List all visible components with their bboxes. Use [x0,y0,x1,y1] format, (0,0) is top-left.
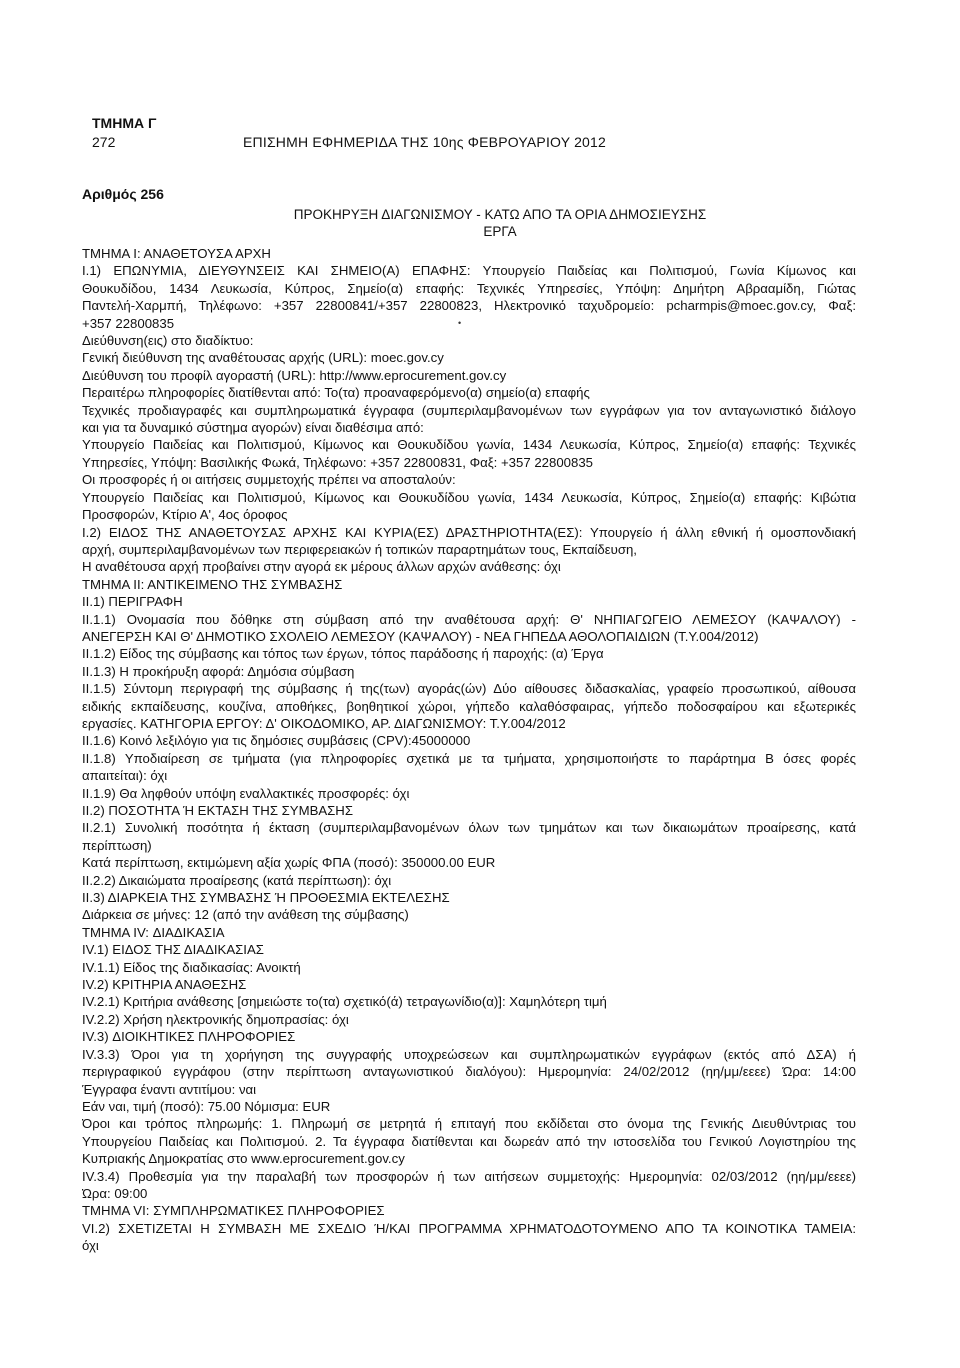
text-line: IV.3.3) Όροι για τη χορήγηση της συγγραφής υποχρεώσεων και συμπληρωματικών εγγράφων (εκτός από ΔΣΑ) ή [82,1046,856,1062]
text-line: IV.3) ΔΙΟΙΚΗΤΙΚΕΣ ΠΛΗΡΟΦΟΡΙΕΣ [82,1029,296,1045]
text-line: ΙΙ.1.5) Σύντομη περιγραφή της σύμβασης ή της(των) αγοράς(ών) Δύο αίθουσες διδασκαλίας, γραφείο προσωπικού, αίθουσα [82,681,856,697]
text-line: Υπουργείου Παιδείας και Πολιτισμού. 2. Τα έγγραφα διατίθενται και δωρεάν από την ιστοσελίδα του Γενικού Λογιστηρίου της [82,1133,856,1149]
document-title-line1: ΠΡΟΚΗΡΥΞΗ ΔΙΑΓΩΝΙΣΜΟΥ - ΚΑΤΩ ΑΠΟ ΤΑ ΟΡΙΑ ΔΗΜΟΣΙΕΥΣΗΣ [293,207,707,222]
text-line: IV.2) ΚΡΙΤΗΡΙΑ ΑΝΑΘΕΣΗΣ [82,977,247,993]
text-line: ΤΜΗΜΑ IV: ΔΙΑΔΙΚΑΣΙΑ [82,924,225,940]
page-number: 272 [92,134,116,150]
text-line: ΙΙ.1.6) Κοινό λεξιλόγιο για τις δημόσιες συμβάσεις (CPV):45000000 [82,733,471,749]
text-line: ΙΙ.1.1) Ονομασία που δόθηκε στη σύμβαση από την αναθέτουσα αρχή: Θ' ΝΗΠΙΑΓΩΓΕΙΟ ΛΕΜΕΣΟΥ (ΚΑΨΑΛΟΥ) - [82,611,856,627]
text-line: Παντελή-Χαρμπή, Τηλέφωνο: +357 22800841/+357 22800823, Ηλεκτρονικό ταχυδρομείο: pcharmpis@moec.gov.cy, Φαξ: [82,298,856,314]
text-line: Ι.2) ΕΙΔΟΣ ΤΗΣ ΑΝΑΘΕΤΟΥΣΑΣ ΑΡΧΗΣ ΚΑΙ ΚΥΡΙΑ(ΕΣ) ΔΡΑΣΤΗΡΙΟΤΗΤΑ(ΕΣ): Υπουργείο ή άλλη εθνική ή ομοσπονδιακή [82,524,856,540]
text-line: Διεύθυνση(εις) στο διαδίκτυο: [82,333,254,349]
text-line: και για τα δυναμικό σύστημα αγορών) είναι διαθέσιμα από: [82,420,424,436]
text-line: Τεχνικές προδιαγραφές και συμπληρωματικά έγγραφα (συμπεριλαμβανομένων των εγγράφων για τον ανταγωνιστικό διάλογο [82,402,856,418]
text-line: ΙΙ.2.1) Συνολική ποσότητα ή έκταση (συμπεριλαμβανομένων όλων των τμημάτων και των δικαιωμάτων προαίρεσης, κατά [82,820,856,836]
text-line: Διεύθυνση του προφίλ αγοραστή (URL): http://www.eprocurement.gov.cy [82,367,507,383]
text-line: ΤΜΗΜΑ ΙΙ: ΑΝΤΙΚΕΙΜΕΝΟ ΤΗΣ ΣΥΜΒΑΣΗΣ [82,576,343,592]
section-tag: ΤΜΗΜΑ Γ [92,115,157,131]
text-line: ΙΙ.1.8) Υποδιαίρεση σε τμήματα (για πληροφορίες σχετικά με τα τμήματα, χρησιμοποιήστε το παράρτημα Β όσες φορές [82,750,856,766]
gazette-title: ΕΠΙΣΗΜΗ ΕΦΗΜΕΡΙΔΑ ΤΗΣ 10ης ΦΕΒΡΟΥΑΡΙΟΥ 2012 [243,134,607,150]
text-line: ΙΙ.3) ΔΙΑΡΚΕΙΑ ΤΗΣ ΣΥΜΒΑΣΗΣ Ή ΠΡΟΘΕΣΜΙΑ ΕΚΤΕΛΕΣΗΣ [82,890,450,906]
page-header [92,114,892,154]
header-line [92,134,892,154]
text-line: Γενική διεύθυνση της αναθέτουσας αρχής (URL): moec.gov.cy [82,350,444,366]
text-line: IV.2.2) Χρήση ηλεκτρονικής δημοπρασίας: όχι [82,1011,349,1027]
text-line: IV.2.1) Κριτήρια ανάθεσης [σημειώστε το(τα) σχετικό(ά) τετραγωνίδιο(α)]: Χαμηλότερη τιμή [82,994,607,1010]
text-line: ειδικής εκπαίδευσης, κουζίνα, αποθήκες, βοηθητικοί χώροι, γήπεδο καλαθόσφαιρας, γήπεδο ποδοσφαίρου και εξωτερικές [82,698,856,714]
text-line: Η αναθέτουσα αρχή προβαίνει στην αγορά εκ μέρους άλλων αρχών ανάθεσης: όχι [82,559,561,575]
text-line: ΙΙ.2.2) Δικαιώματα προαίρεσης (κατά περίπτωση): όχι [82,872,392,888]
text-line: ΙΙ.1.9) Θα ληφθούν υπόψη εναλλακτικές προσφορές: όχι [82,785,410,801]
text-line: Υπουργείο Παιδείας και Πολιτισμού, Κίμωνος και Θουκυδίδου γωνία, 1434 Λευκωσία, Κύπρος, Σημείο(α) επαφής: Κιβώτια [82,489,856,505]
text-line: +357 22800835 [82,315,175,331]
text-line: Ι.1) ΕΠΩΝΥΜΙΑ, ΔΙΕΥΘΥΝΣΕΙΣ ΚΑΙ ΣΗΜΕΙΟ(Α) ΕΠΑΦΗΣ: Υπουργείο Παιδείας και Πολιτισμού, Γωνία Κίμωνος και [82,263,856,279]
text-line: περίπτωση) [82,837,152,853]
text-line: Οι προσφορές ή οι αιτήσεις συμμετοχής πρέπει να αποσταλούν: [82,472,456,488]
text-line: Έγγραφα έναντι αντιτίμου: ναι [82,1081,257,1097]
document-body [82,245,856,1255]
text-line: IV.1) ΕΙΔΟΣ ΤΗΣ ΔΙΑΔΙΚΑΣΙΑΣ [82,942,264,958]
document-title-line2: ΕΡΓΑ [483,224,517,239]
decision-number: Αριθμός 256 [82,186,164,202]
text-line: Κυπριακής Δημοκρατίας στο www.eprocurement.gov.cy [82,1151,405,1167]
text-line: Εάν ναι, τιμή (ποσό): 75.00 Νόμισμα: EUR [82,1098,331,1114]
text-line: αρχή, συμπεριλαμβανομένων των περιφερειακών ή τοπικών παραρτημάτων τους, Εκπαίδευση, [82,541,637,557]
document-title [250,206,750,240]
text-line: Υπηρεσίες, Υπόψη: Βασιλικής Φωκά, Τηλέφωνο: +357 22800831, Φαξ: +357 22800835 [82,454,594,470]
text-line: εργασίες. ΚΑΤΗΓΟΡΙΑ ΕΡΓΟΥ: Δ' ΟΙΚΟΔΟΜΙΚΟ, ΑΡ. ΔΙΑΓΩΝΙΣΜΟΥ: Τ.Υ.004/2012 [82,715,566,731]
text-line: Όροι και τρόπος πληρωμής: 1. Πληρωμή σε μετρητά ή επιταγή που εκδίδεται στο όνομα της Γενικής Διευθύντριας του [82,1116,856,1132]
text-line: VI.2) ΣΧΕΤΙΖΕΤΑΙ Η ΣΥΜΒΑΣΗ ΜΕ ΣΧΕΔΙΟ Ή/ΚΑΙ ΠΡΟΓΡΑΜΜΑ ΧΡΗΜΑΤΟΔΟΤΟΥΜΕΝΟ ΑΠΟ ΤΑ ΚΟΙΝΟΤΙΚΑ ΤΑΜΕΙΑ: [82,1220,856,1236]
text-line: ΙΙ.1) ΠΕΡΙΓΡΑΦΗ [82,594,183,610]
text-line: Προσφορών, Κτίριο Α', 4ος όροφος [82,507,288,523]
text-line: Κατά περίπτωση, εκτιμώμενη αξία χωρίς ΦΠΑ (ποσό): 350000.00 EUR [82,855,496,871]
text-line: Διάρκεια σε μήνες: 12 (από την ανάθεση της σύμβασης) [82,907,409,923]
text-line: ΤΜΗΜΑ VI: ΣΥΜΠΛΗΡΩΜΑΤΙΚΕΣ ΠΛΗΡΟΦΟΡΙΕΣ [82,1203,385,1219]
text-line: ΙΙ.2) ΠΟΣΟΤΗΤΑ Ή ΕΚΤΑΣΗ ΤΗΣ ΣΥΜΒΑΣΗΣ [82,803,353,818]
text-line: περιγραφικού εγγράφου (στην περίπτωση ανταγωνιστικού διαλόγου): Ημερομηνία: 24/02/2012 (ηη/μμ/εεεε) Ώρα: 14:00 [82,1064,856,1080]
text-line: ΙΙ.1.3) Η προκήρυξη αφορά: Δημόσια σύμβαση [82,663,355,679]
scan-mark: • [458,318,462,328]
text-line: Ώρα: 09:00 [82,1185,148,1201]
text-line: Υπουργείο Παιδείας και Πολιτισμού, Κίμωνος και Θουκυδίδου γωνία, 1434 Λευκωσία, Κύπρος, Σημείο(α) επαφής: Τεχνικές [82,437,856,453]
text-line: ΤΜΗΜΑ Ι: ΑΝΑΘΕΤΟΥΣΑ ΑΡΧΗ [82,246,271,261]
text-line: ΙΙ.1.2) Είδος της σύμβασης και τόπος των έργων, τόπος παράδοσης ή παροχής: (α) Έργα [82,646,604,662]
text-line: απαιτείται): όχι [82,768,168,784]
text-line: IV.1.1) Είδος της διαδικασίας: Ανοικτή [82,959,301,975]
text-line: ΑΝΕΓΕΡΣΗ ΚΑΙ Θ' ΔΗΜΟΤΙΚΟ ΣΧΟΛΕΙΟ ΛΕΜΕΣΟΥ (ΚΑΨΑΛΟΥ) - ΝΕΑ ΓΗΠΕΔΑ ΑΘΟΛΟΠΑΙΔΙΩΝ (Τ.Υ.004/2012) [82,628,759,644]
text-line: όχι [82,1238,99,1254]
text-line: IV.3.4) Προθεσμία για την παραλαβή των προσφορών ή των αιτήσεων συμμετοχής: Ημερομηνία: 02/03/2012 (ηη/μμ/εεεε) [82,1168,856,1184]
text-line: Θουκυδίδου, 1434 Λευκωσία, Κύπρος, Σημείο(α) επαφής: Τεχνικές Υπηρεσίες, Υπόψη: Δημήτρη Αβρααμίδη, Γιώτας [82,280,856,296]
text-line: Περαιτέρω πληροφορίες διατίθενται από: Το(τα) προαναφερόμενο(α) σημείο(α) επαφής [82,385,590,401]
